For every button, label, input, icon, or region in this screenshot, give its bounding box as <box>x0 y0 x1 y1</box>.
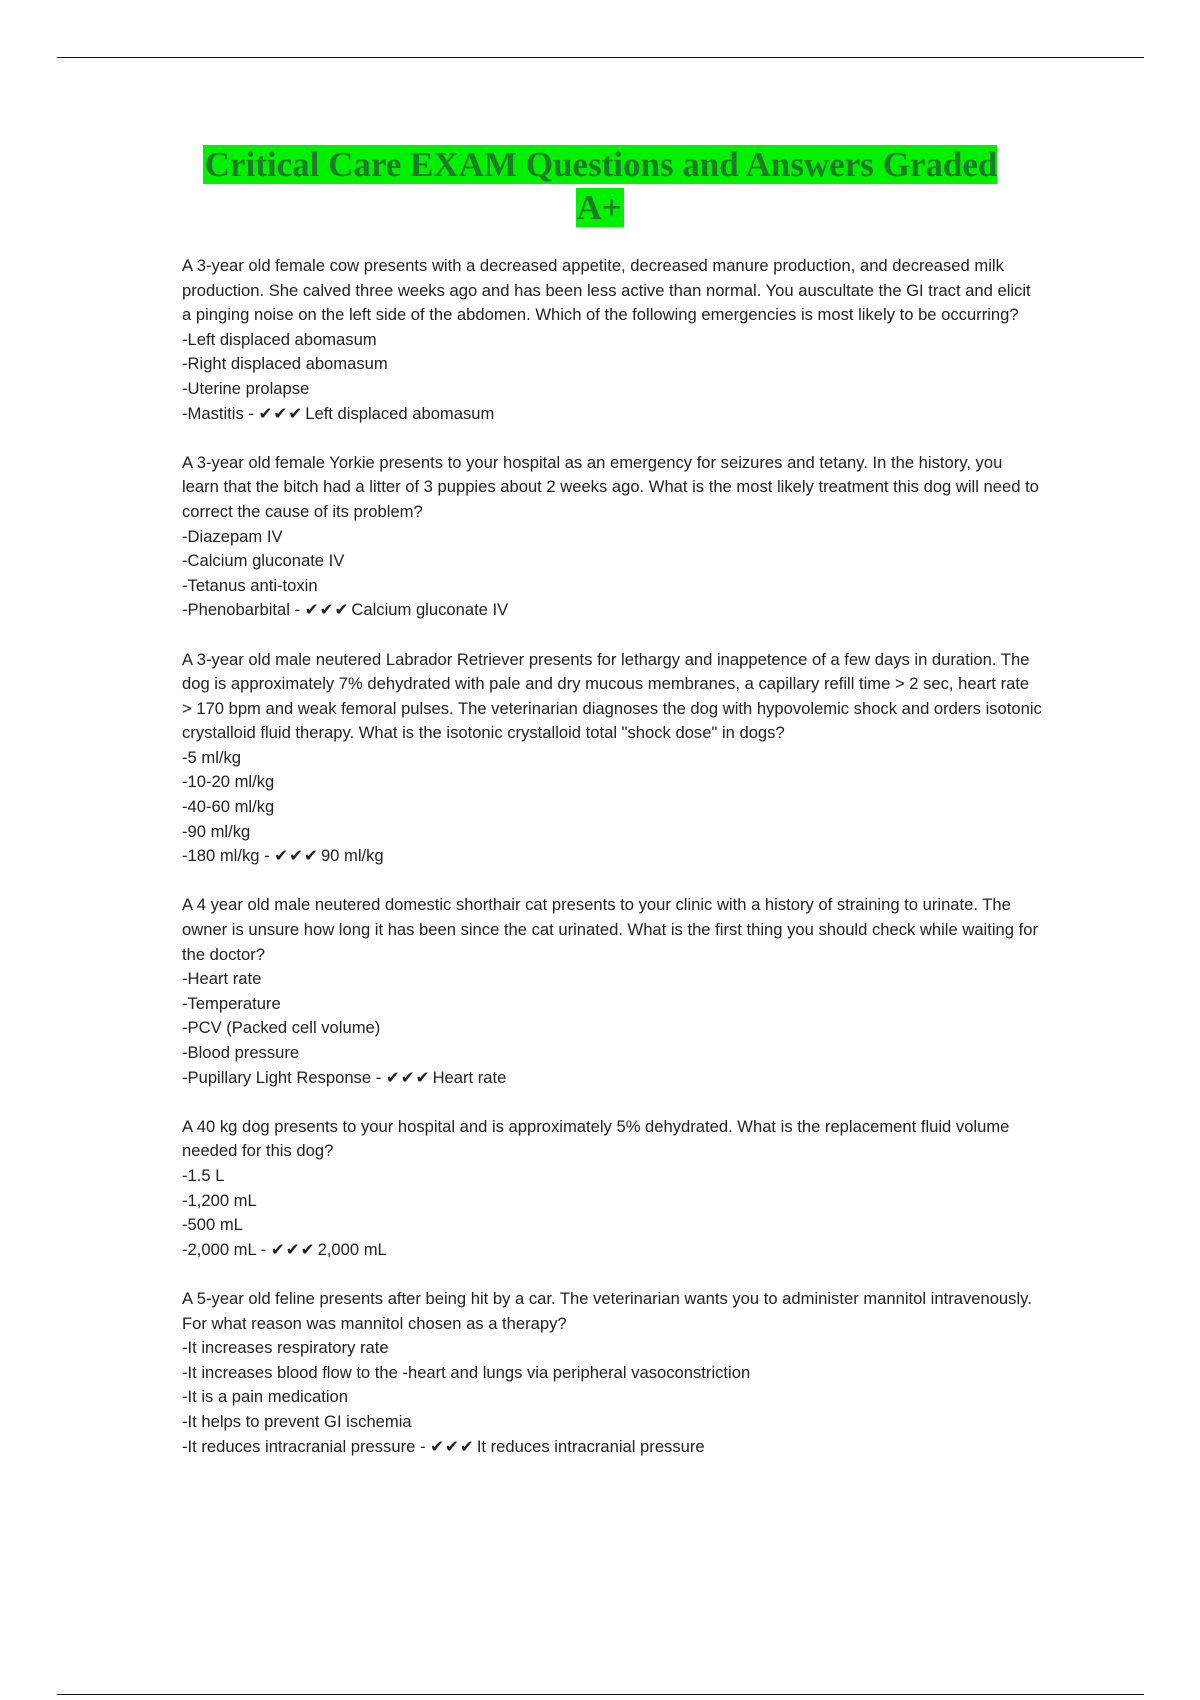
check-mark-icon: ✔✔✔ <box>385 1067 431 1087</box>
option: -It helps to prevent GI ischemia <box>182 1411 412 1431</box>
option: -Diazepam IV <box>182 526 283 546</box>
check-mark-icon: ✔✔✔ <box>270 1239 316 1259</box>
answer: 90 ml/kg <box>320 846 384 866</box>
title-highlight: Critical Care EXAM Questions and Answers Graded A+ <box>204 145 998 227</box>
option: -2,000 mL - <box>182 1239 271 1259</box>
question-block-5 <box>182 1115 1042 1263</box>
option: -180 ml/kg - <box>182 846 275 866</box>
option: -Heart rate <box>182 969 262 989</box>
question-block-6 <box>182 1287 1042 1459</box>
option-with-answer <box>182 1238 1042 1263</box>
option: -5 ml/kg <box>182 747 242 767</box>
option: -90 ml/kg <box>182 821 251 841</box>
answer: Left displaced abomasum <box>305 403 495 423</box>
option-with-answer <box>182 1066 1042 1091</box>
answer: It reduces intracranial pressure <box>476 1436 705 1456</box>
question-text: A 3-year old male neutered Labrador Retriever presents for lethargy and inappetence of a few days in duration. The dog is approximately 7% dehydrated with pale and dry mucous membranes, a capillary refill time > 2 sec, heart rate > 170 bpm and weak femoral pulses. The veterinarian diagnoses the dog with hypovolemic shock and orders isotonic crystalloid fluid therapy. What is the isotonic crystalloid total "shock dose" in dogs? <box>182 649 1042 743</box>
option: -It reduces intracranial pressure - <box>182 1436 431 1456</box>
option: -Calcium gluconate IV <box>182 551 345 571</box>
check-mark-icon: ✔✔✔ <box>430 1436 475 1456</box>
document-title <box>180 143 1020 229</box>
option-with-answer <box>182 1435 1042 1460</box>
question-block-3 <box>182 648 1042 869</box>
question-block-4 <box>182 893 1042 1090</box>
option-with-answer <box>182 598 1042 623</box>
question-text: A 4 year old male neutered domestic shorthair cat presents to your clinic with a history of straining to urinate. The owner is unsure how long it has been since the cat urinated. What is the first thing you should check while waiting for the doctor? <box>182 895 1038 964</box>
option: -Temperature <box>182 993 281 1013</box>
answer: Calcium gluconate IV <box>351 600 509 620</box>
question-block-1 <box>182 254 1042 426</box>
option: -Blood pressure <box>182 1043 300 1062</box>
check-mark-icon: ✔✔✔ <box>274 846 319 866</box>
option: -It increases blood flow to the -heart and lungs via peripheral vasoconstriction <box>182 1362 751 1382</box>
option: -40-60 ml/kg <box>182 797 275 817</box>
option: -10-20 ml/kg <box>182 772 275 792</box>
question-text: A 40 kg dog presents to your hospital and is approximately 5% dehydrated. What is the replacement fluid volume needed for this dog? <box>182 1116 1010 1161</box>
option: -500 mL <box>182 1215 243 1235</box>
answer: Heart rate <box>432 1067 507 1087</box>
question-text: A 5-year old feline presents after being hit by a car. The veterinarian wants you to administer mannitol intravenously. For what reason was mannitol chosen as a therapy? <box>182 1288 1032 1333</box>
question-text: A 3-year old female Yorkie presents to your hospital as an emergency for seizures and tetany. In the history, you learn that the bitch had a litter of 3 puppies about 2 weeks ago. What is the most likely treatment this dog will need to correct the cause of its problem? <box>182 452 1039 521</box>
option-with-answer <box>182 402 1042 427</box>
question-text: A 3-year old female cow presents with a decreased appetite, decreased manure production, and decreased milk production. She calved three weeks ago and has been less active than normal. You auscultate the GI tract and elicit a pinging noise on the left side of the abdomen. Which of the following emergencies is most likely to be occurring? <box>182 256 1031 325</box>
option: -It increases respiratory rate <box>182 1338 389 1358</box>
question-list <box>182 254 1042 1484</box>
option: -It is a pain medication <box>182 1387 349 1407</box>
check-mark-icon: ✔✔✔ <box>304 600 350 620</box>
top-rule <box>57 57 1144 58</box>
option: -Pupillary Light Response - <box>182 1067 386 1087</box>
option: -Tetanus anti-toxin <box>182 575 318 595</box>
option: -Left displaced abomasum <box>182 329 377 349</box>
option: -1,200 mL <box>182 1190 257 1210</box>
check-mark-icon: ✔✔✔ <box>258 403 304 423</box>
bottom-rule <box>57 1694 1144 1695</box>
answer: 2,000 mL <box>317 1239 387 1259</box>
option: -Phenobarbital - <box>182 600 305 620</box>
option: -PCV (Packed cell volume) <box>182 1018 381 1038</box>
option-with-answer <box>182 844 1042 869</box>
option: -Mastitis - <box>182 403 259 423</box>
option: -Right displaced abomasum <box>182 354 388 374</box>
option: -1.5 L <box>182 1165 225 1185</box>
question-block-2 <box>182 451 1042 623</box>
option: -Uterine prolapse <box>182 378 310 398</box>
